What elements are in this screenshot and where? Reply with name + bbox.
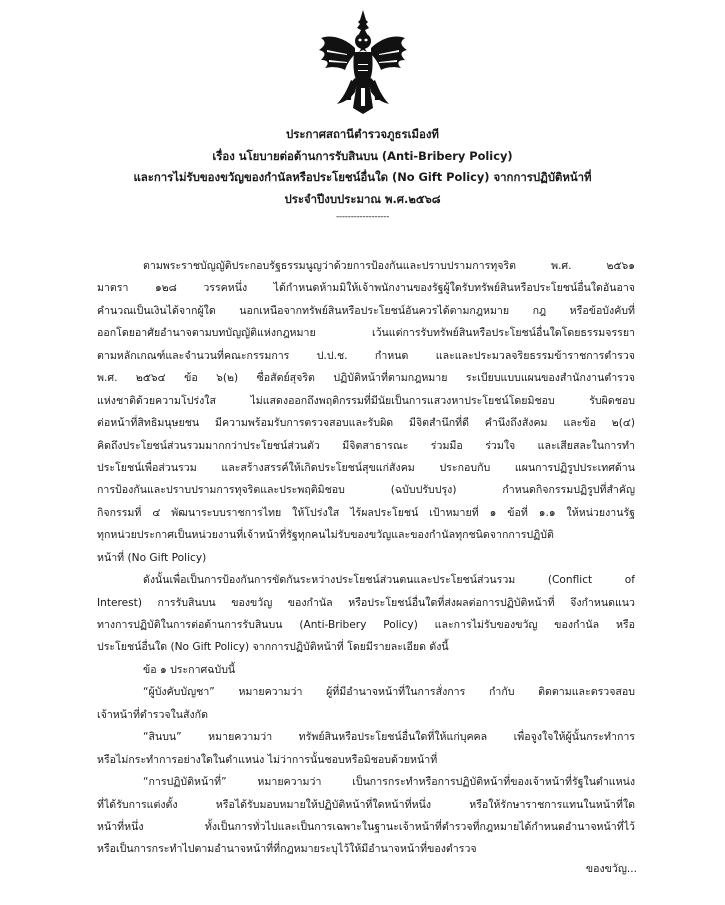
body-line: พ.ศ. ๒๕๖๔ ข้อ ๖(๒) ซื่อสัตย์สุจริต ปฏิบัติหน้าที่ตามกฎหมาย ระเบียบแบบแผนของสำนักงานตำรวจ: [97, 372, 635, 385]
body-line: ต่อหน้าที่สิทธิมนุษยชน มีความพร้อมรับการตรวจสอบและรับผิด มีจิตสำนึกที่ดี คำนึงถึงสังคม และข้อ ๒(๔): [97, 417, 635, 430]
definition-line: “การปฏิบัติหน้าที่” หมายความว่า เป็นการกระทำหรือการปฏิบัติหน้าที่ของเจ้าหน้าที่รัฐในตำแหน่ง: [143, 776, 635, 789]
body-line: ตามหลักเกณฑ์และจำนวนที่คณะกรรมการ ป.ป.ช. กำหนด และและประมวลจริยธรรมข้าราชการตำรวจ: [97, 349, 635, 362]
body-line: ประโยชน์อื่นใด (No Gift Policy) จากการปฏิบัติหน้าที่ โดยมีรายละเอียด ดังนี้: [97, 641, 449, 654]
announcement-title: ประกาศสถานีตำรวจภูธรเมืองที: [286, 127, 439, 141]
definition-line: “ผู้บังคับบัญชา” หมายความว่า ผู้ที่มีอำนาจหน้าที่ในการสั่งการ กำกับ ติดตามและตรวจสอบ: [143, 686, 635, 699]
body-line: คำนวณเป็นเงินได้จากผู้ใด นอกเหนือจากทรัพย์สินหรือประโยชน์อันควรได้ตามกฎหมาย กฎ หรือข้อบังคับที่: [97, 304, 635, 317]
body-line: แห่งชาติด้วยความโปร่งใส ไม่แสดงออกถึงพฤติกรรมที่มีนัยเป็นการแสวงหาประโยชน์โดยมิชอบ รับผิดชอบ: [97, 394, 635, 407]
body-line: กิจกรรมที่ ๔ พัฒนาระบบราชการไทย ให้โปร่งใส ไร้ผลประโยชน์ เป้าหมายที่ ๑ ข้อที่ ๑.๑ ให้หน่วยงานรัฐ: [97, 506, 635, 519]
page-continuation: ของขวัญ...: [585, 863, 637, 875]
garuda-emblem-icon: [317, 8, 409, 116]
header-divider: ------------------: [335, 212, 390, 222]
body-line: ทางการปฏิบัติในการต่อต้านการรับสินบน (Anti-Bribery Policy) และการไม่รับของขวัญ ของกำนัล หรือ: [97, 619, 635, 631]
body-line: ออกโดยอาศัยอำนาจตามบทบัญญัติแห่งกฎหมาย เว้นแต่การรับทรัพย์สินหรือประโยชน์อื่นใดโดยธรรมจรรยา: [97, 327, 635, 340]
body-line: การป้องกันและปราบปรามการทุจริตและประพฤติมิชอบ (ฉบับปรับปรุง) กำหนดกิจกรรมปฏิรูปที่สำคัญ: [97, 484, 635, 497]
announcement-body: [97, 255, 635, 861]
body-line: ดังนั้นเพื่อเป็นการป้องกันการขัดกันระหว่างประโยชน์ส่วนตนและประโยชน์ส่วนรวม (Conflict of: [143, 574, 635, 587]
body-line: มาตรา ๑๒๘ วรรคหนึ่ง ได้กำหนดห้ามมิให้เจ้าพนักงานของรัฐผู้ใดรับทรัพย์สินหรือประโยชน์อื่นใดอันอาจ: [97, 282, 635, 295]
announcement-header: [90, 124, 635, 224]
definition-line: หรือเป็นการกระทำไปตามอำนาจหน้าที่ที่กฎหมายระบุไว้ให้มีอำนาจหน้าที่ของตำรวจ: [97, 843, 477, 856]
announcement-subject-continued: และการไม่รับของขวัญของกำนัลหรือประโยชน์อื่นใด (No Gift Policy) จากการปฏิบัติหน้าที่: [133, 170, 592, 184]
body-line: ทุกหน่วยประกาศเป็นหน่วยงานที่เจ้าหน้าที่รัฐทุกคนไม่รับของขวัญและของกำนัลทุกชนิดจากการปฏิบัติ: [97, 529, 554, 542]
definition-line: เจ้าหน้าที่ตำรวจในสังกัด: [97, 708, 208, 721]
body-line: Interest) การรับสินบน ของขวัญ ของกำนัล หรือประโยชน์อื่นใดที่ส่งผลต่อการปฏิบัติหน้าที่ จึงกำหนดแนว: [97, 596, 635, 609]
definition-line: “สินบน” หมายความว่า ทรัพย์สินหรือประโยชน์อื่นใดที่ให้แก่บุคคล เพื่อจูงใจให้ผู้นั้นกระทำการ: [143, 731, 635, 744]
section-heading: ข้อ ๑ ประกาศฉบับนี้: [143, 663, 236, 676]
body-line: คิดถึงประโยชน์ส่วนรวมมากกว่าประโยชน์ส่วนตัว มีจิตสาธารณะ ร่วมมือ ร่วมใจ และเสียสละในการทำ: [97, 439, 635, 452]
body-line: ประโยชน์เพื่อส่วนรวม และสร้างสรรค์ให้เกิดประโยชน์สุขแก่สังคม ประกอบกับ แผนการปฏิรูปประเทศด้าน: [97, 461, 635, 474]
definition-line: หรือไม่กระทำการอย่างใดในตำแหน่ง ไม่ว่าการนั้นชอบหรือมิชอบด้วยหน้าที่: [97, 753, 438, 766]
definition-line: หน้าที่หนึ่ง ทั้งเป็นการทั่วไปและเป็นการเฉพาะในฐานะเจ้าหน้าที่ตำรวจที่กฎหมายได้กำหนดอำนาจหน้าที่ไว้: [97, 820, 635, 833]
fiscal-year: ประจำปีงบประมาณ พ.ศ.๒๕๖๘: [284, 191, 441, 206]
body-line: หน้าที่ (No Gift Policy): [97, 551, 207, 564]
body-line: ตามพระราชบัญญัติประกอบรัฐธรรมนูญว่าด้วยการป้องกันและปราบปรามการทุจริต พ.ศ. ๒๕๖๑: [143, 260, 635, 272]
announcement-subject: เรื่อง นโยบายต่อต้านการรับสินบน (Anti-Bribery Policy): [212, 148, 513, 163]
definition-line: ที่ได้รับการแต่งตั้ง หรือได้รับมอบหมายให้ปฏิบัติหน้าที่ใดหน้าที่หนึ่ง หรือให้รักษาราชการแทนในหน้าที่ใด: [97, 798, 635, 811]
